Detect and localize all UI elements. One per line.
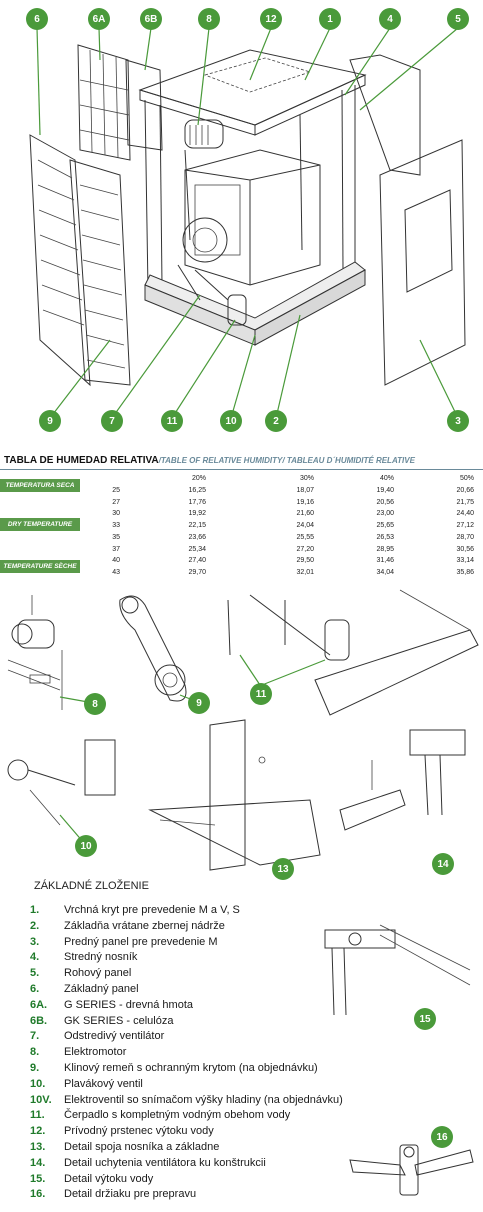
legend-item-text: Detail spoja nosníka a základne	[64, 1141, 220, 1153]
humidity-cell: 21,75	[456, 498, 474, 506]
humidity-cell: 21,60	[296, 510, 314, 518]
humidity-cell: 33,14	[456, 557, 474, 565]
legend-item	[30, 1062, 318, 1078]
detail-belt	[120, 596, 186, 701]
legend-item	[30, 951, 137, 967]
humidity-cell: 34,04	[376, 568, 394, 576]
temp-cell: 30	[112, 510, 120, 518]
legend-item-number: 15.	[30, 1172, 46, 1185]
legend-item-number: 6A.	[30, 998, 48, 1011]
humidity-cell: 26,53	[376, 533, 394, 541]
detail-badge-13: 13	[272, 858, 294, 880]
detail-badge-15: 15	[414, 1008, 436, 1030]
humidity-cell: 24,40	[456, 510, 474, 518]
detail-badge-11: 11	[250, 683, 272, 705]
legend-item	[30, 1141, 219, 1157]
legend-item-number: 11.	[30, 1109, 45, 1122]
detail-badge-16: 16	[431, 1126, 453, 1148]
humidity-cell: 19,92	[188, 510, 206, 518]
row-label-temperature-seche: TEMPERATURE SÈCHE	[0, 560, 80, 573]
humidity-cell: 29,70	[188, 568, 206, 576]
legend-item-number: 10V.	[30, 1093, 52, 1106]
legend-item-text: Čerpadlo s kompletným vodným obehom vody	[64, 1109, 291, 1122]
legend-item-text: GK SERIES - celulóza	[64, 1014, 174, 1027]
callout-4: 4	[379, 8, 401, 30]
legend-item	[30, 999, 193, 1015]
legend-item	[30, 983, 139, 999]
legend-item-text: Prívodný prstenec výtoku vody	[64, 1125, 214, 1138]
legend-item	[30, 1109, 290, 1125]
legend-item-number: 12.	[30, 1125, 46, 1138]
humidity-cell: 18,07	[296, 487, 314, 494]
callout-9: 9	[39, 410, 61, 432]
legend-item	[30, 1125, 214, 1141]
humidity-cell: 27,40	[188, 557, 206, 565]
legend-item-number: 2.	[30, 919, 40, 932]
temp-cell: 37	[112, 545, 120, 553]
humidity-cell: 19,16	[296, 498, 314, 506]
legend-item-text: Vrchná kryt pre prevedenie M a V, S	[64, 904, 240, 916]
callout-11: 11	[161, 410, 183, 432]
detail-post-base	[150, 720, 320, 870]
legend-item-number: 5.	[30, 967, 40, 980]
temp-cell: 33	[112, 522, 120, 530]
humidity-table	[0, 455, 483, 583]
humidity-cell: 28,70	[456, 533, 474, 541]
callout-3: 3	[447, 410, 469, 432]
legend-item-number: 3.	[30, 935, 40, 948]
table-title-main: TABLA DE HUMEDAD RELATIVA	[4, 455, 159, 466]
temp-cell: 27	[112, 498, 120, 506]
leader-lines	[37, 28, 458, 418]
humidity-cell: 25,55	[296, 533, 314, 541]
legend-item-text: Predný panel pre prevedenie M	[64, 935, 218, 948]
humidity-cell: 28,95	[376, 545, 394, 553]
detail-drawings	[0, 585, 483, 885]
detail-motor-mount	[8, 595, 62, 710]
legend-item-text: Elektromotor	[64, 1046, 127, 1059]
legend-item-text: G SERIES - drevná hmota	[64, 998, 193, 1011]
legend-item-number: 4.	[30, 951, 40, 964]
fan-housing	[183, 150, 320, 285]
table-title	[4, 455, 415, 466]
exploded-diagram	[0, 0, 483, 440]
humidity-cell: 32,01	[296, 568, 314, 576]
humidity-cell: 16,25	[188, 487, 206, 494]
callout-7: 7	[101, 410, 123, 432]
callout-6: 6	[26, 8, 48, 30]
temp-cell: 25	[112, 487, 120, 494]
legend-item-number: 1.	[30, 904, 40, 916]
legend-item-number: 6.	[30, 983, 40, 995]
humidity-cell: 31,46	[376, 557, 394, 565]
legend-item	[30, 1157, 266, 1173]
callout-12: 12	[260, 8, 282, 30]
detail-badge-10: 10	[75, 835, 97, 857]
table-title-sub: /TABLE OF RELATIVE HUMIDITY/ TABLEAU D´HUMIDITÉ RELATIVE	[158, 456, 415, 465]
legend-item-text: Odstredivý ventilátor	[64, 1030, 165, 1043]
front-panel-right	[380, 140, 465, 385]
top-cover	[140, 50, 365, 135]
legend-item-text: Detail uchytenia ventilátora ku konštrukcii	[64, 1156, 266, 1169]
corner-panel-right	[350, 55, 420, 175]
legend-item	[30, 1173, 153, 1189]
legend-item-text: Rohový panel	[64, 967, 132, 980]
legend-item-text: Základný panel	[64, 983, 139, 995]
col-header: 40%	[379, 475, 394, 482]
humidity-cell: 30,56	[456, 545, 474, 553]
legend-item-text: Klinový remeň s ochranným krytom (na objednávku)	[64, 1062, 318, 1074]
callout-10: 10	[220, 410, 242, 432]
legend-item-number: 9.	[30, 1062, 40, 1074]
legend-item-number: 7.	[30, 1030, 40, 1043]
humidity-cell: 27,12	[456, 522, 474, 530]
detail-badge-9: 9	[188, 692, 210, 714]
row-label-dry-temperature: DRY TEMPERATURE	[0, 518, 80, 531]
humidity-cell: 35,86	[456, 568, 474, 576]
legend-item	[30, 967, 131, 983]
legend-item	[30, 1188, 196, 1204]
frame	[145, 85, 365, 345]
legend-item	[30, 1046, 126, 1062]
humidity-cell: 23,00	[376, 510, 394, 518]
table-rule	[0, 469, 483, 470]
humidity-cell: 25,34	[188, 545, 206, 553]
legend-item-text: Detail držiaku pre prepravu	[64, 1188, 197, 1201]
legend-item-text: Stredný nosník	[64, 951, 138, 964]
humidity-cell: 25,65	[376, 522, 394, 530]
callout-2: 2	[265, 410, 287, 432]
callout-6a: 6A	[88, 8, 110, 30]
legend-item	[30, 1094, 343, 1110]
legend-item-text: Základňa vrátane zbernej nádrže	[64, 919, 225, 932]
detail-badge-8: 8	[84, 693, 106, 715]
humidity-cell: 24,04	[296, 522, 314, 530]
humidity-cell: 20,66	[456, 487, 474, 494]
temp-cell: 35	[112, 533, 120, 541]
legend-item-number: 16.	[30, 1188, 46, 1201]
humidity-cell: 22,15	[188, 522, 206, 530]
legend-item	[30, 920, 225, 936]
legend-title: ZÁKLADNÉ ZLOŽENIE	[34, 880, 149, 892]
legend-item-number: 13.	[30, 1141, 46, 1153]
col-header: 20%	[191, 475, 206, 482]
humidity-cell: 17,76	[188, 498, 206, 506]
detail-water-outlet	[320, 915, 475, 1025]
legend-item	[30, 904, 240, 920]
detail-transport-bracket	[345, 1140, 475, 1200]
legend-item-number: 8.	[30, 1046, 40, 1059]
legend-item-number: 14.	[30, 1156, 46, 1169]
humidity-cell: 27,20	[296, 545, 314, 553]
callout-8: 8	[198, 8, 220, 30]
legend-item-text: Elektroventil so snímačom výšky hladiny (na objednávku)	[64, 1093, 343, 1106]
detail-badge-14: 14	[432, 853, 454, 875]
humidity-cell: 23,66	[188, 533, 206, 541]
legend-item-number: 6B.	[30, 1014, 48, 1027]
legend-item	[30, 1078, 143, 1094]
callout-5: 5	[447, 8, 469, 30]
legend-item-text: Plavákový ventil	[64, 1077, 143, 1090]
temp-cell: 40	[112, 557, 120, 565]
legend-item	[30, 1030, 164, 1046]
temp-cell: 43	[112, 568, 120, 576]
humidity-cell: 29,50	[296, 557, 314, 565]
legend-item-number: 10.	[30, 1077, 46, 1090]
humidity-cell: 19,40	[376, 487, 394, 494]
detail-fan-frame	[340, 730, 465, 830]
callout-1: 1	[319, 8, 341, 30]
legend-item-text: Detail výtoku vody	[64, 1172, 154, 1185]
legend-item	[30, 1015, 173, 1031]
detail-float-valve	[8, 740, 115, 825]
louvered-panel-left	[30, 135, 130, 385]
col-header: 30%	[299, 475, 314, 482]
legend-item	[30, 936, 217, 952]
col-header: 50%	[459, 475, 474, 482]
row-label-temperatura-seca: TEMPERATURA SECA	[0, 479, 80, 492]
humidity-cell: 20,56	[376, 498, 394, 506]
callout-6b: 6B	[140, 8, 162, 30]
